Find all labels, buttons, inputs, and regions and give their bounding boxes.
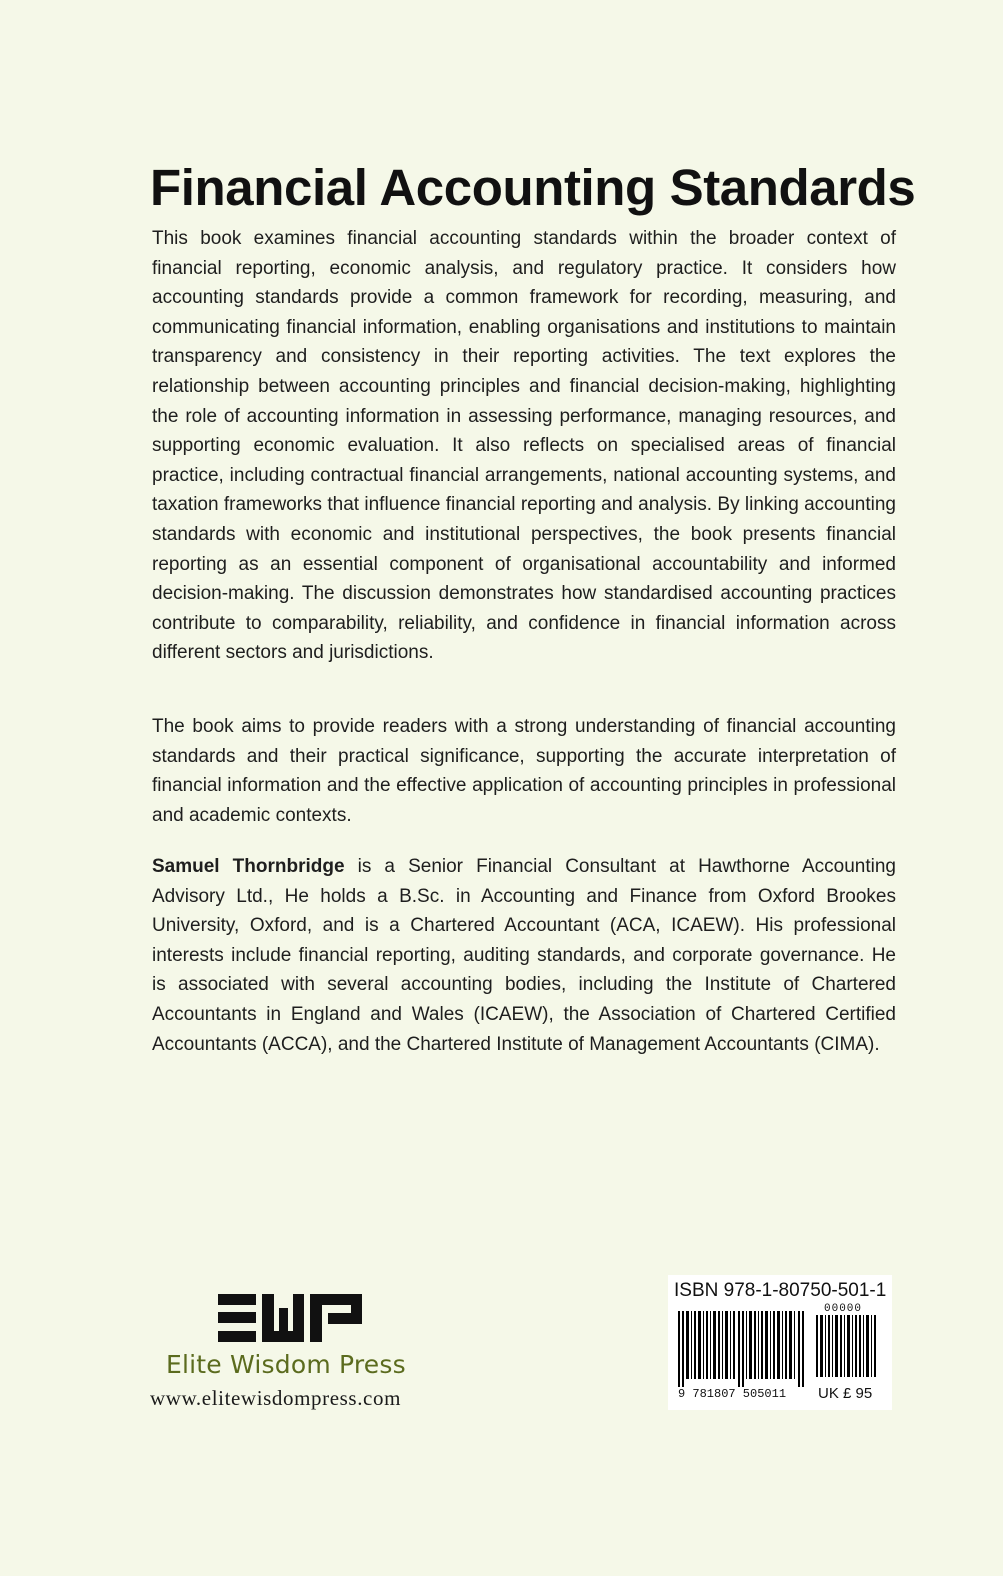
book-title: Financial Accounting Standards <box>150 159 916 216</box>
ean-digits: 9 781807 505011 <box>678 1387 787 1401</box>
isbn-barcode-block <box>668 1275 892 1410</box>
description-paragraph-1: This book examines financial accounting standards within the broader context of financial reporting, economic analysis, and regulatory practice. It considers how accounting standards provide a common framework for recording, measuring, and communicating financial information, enabling organisations and institutions to maintain transparency and consistency in their reporting activities. The text explores the relationship between accounting principles and financial decision-making, highlighting the role of accounting information in assessing performance, managing resources, and supporting economic evaluation. It also reflects on specialised areas of financial practice, including contractual financial arrangements, national accounting systems, and taxation frameworks that influence financial reporting and analysis. By linking accounting standards with economic and institutional perspectives, the book presents financial reporting as an essential component of organisational accountability and informed decision-making. The discussion demonstrates how standardised accounting practices contribute to comparability, reliability, and confidence in financial information across different sectors and jurisdictions. <box>152 228 896 664</box>
barcode-addon-digits: 00000 <box>824 1303 863 1315</box>
author-bio <box>152 852 896 1059</box>
description-paragraph-2: The book aims to provide readers with a strong understanding of financial accounting standards and their practical significance, supporting the accurate interpretation of financial information and the effective application of accounting principles in professional and academic contexts. <box>152 716 896 826</box>
ean-barcode-icon <box>678 1311 810 1387</box>
price-label: UK £ 95 <box>818 1385 873 1402</box>
publisher-name: Elite Wisdom Press <box>166 1350 406 1379</box>
author-name: Samuel Thornbridge <box>152 856 345 877</box>
addon-barcode-icon <box>816 1315 880 1377</box>
publisher-logo <box>148 1292 448 1422</box>
publisher-url: www.elitewisdompress.com <box>150 1386 401 1410</box>
author-bio-text: is a Senior Financial Consultant at Hawthorne Accounting Advisory Ltd., He holds a B.Sc. in Accounting and Finance from Oxford Brookes University, Oxford, and is a Chartered Accountant (ACA, ICAEW). His professional interests include financial reporting, auditing standards, and corporate governance. He is associated with several accounting bodies, including the Institute of Chartered Accountants in England and Wales (ICAEW), the Association of Chartered Certified Accountants (ACCA), and the Chartered Institute of Management Accountants (CIMA). <box>152 856 896 1055</box>
ewp-logo-mark <box>216 1292 366 1344</box>
isbn-number: ISBN 978-1-80750-501-1 <box>674 1280 887 1301</box>
